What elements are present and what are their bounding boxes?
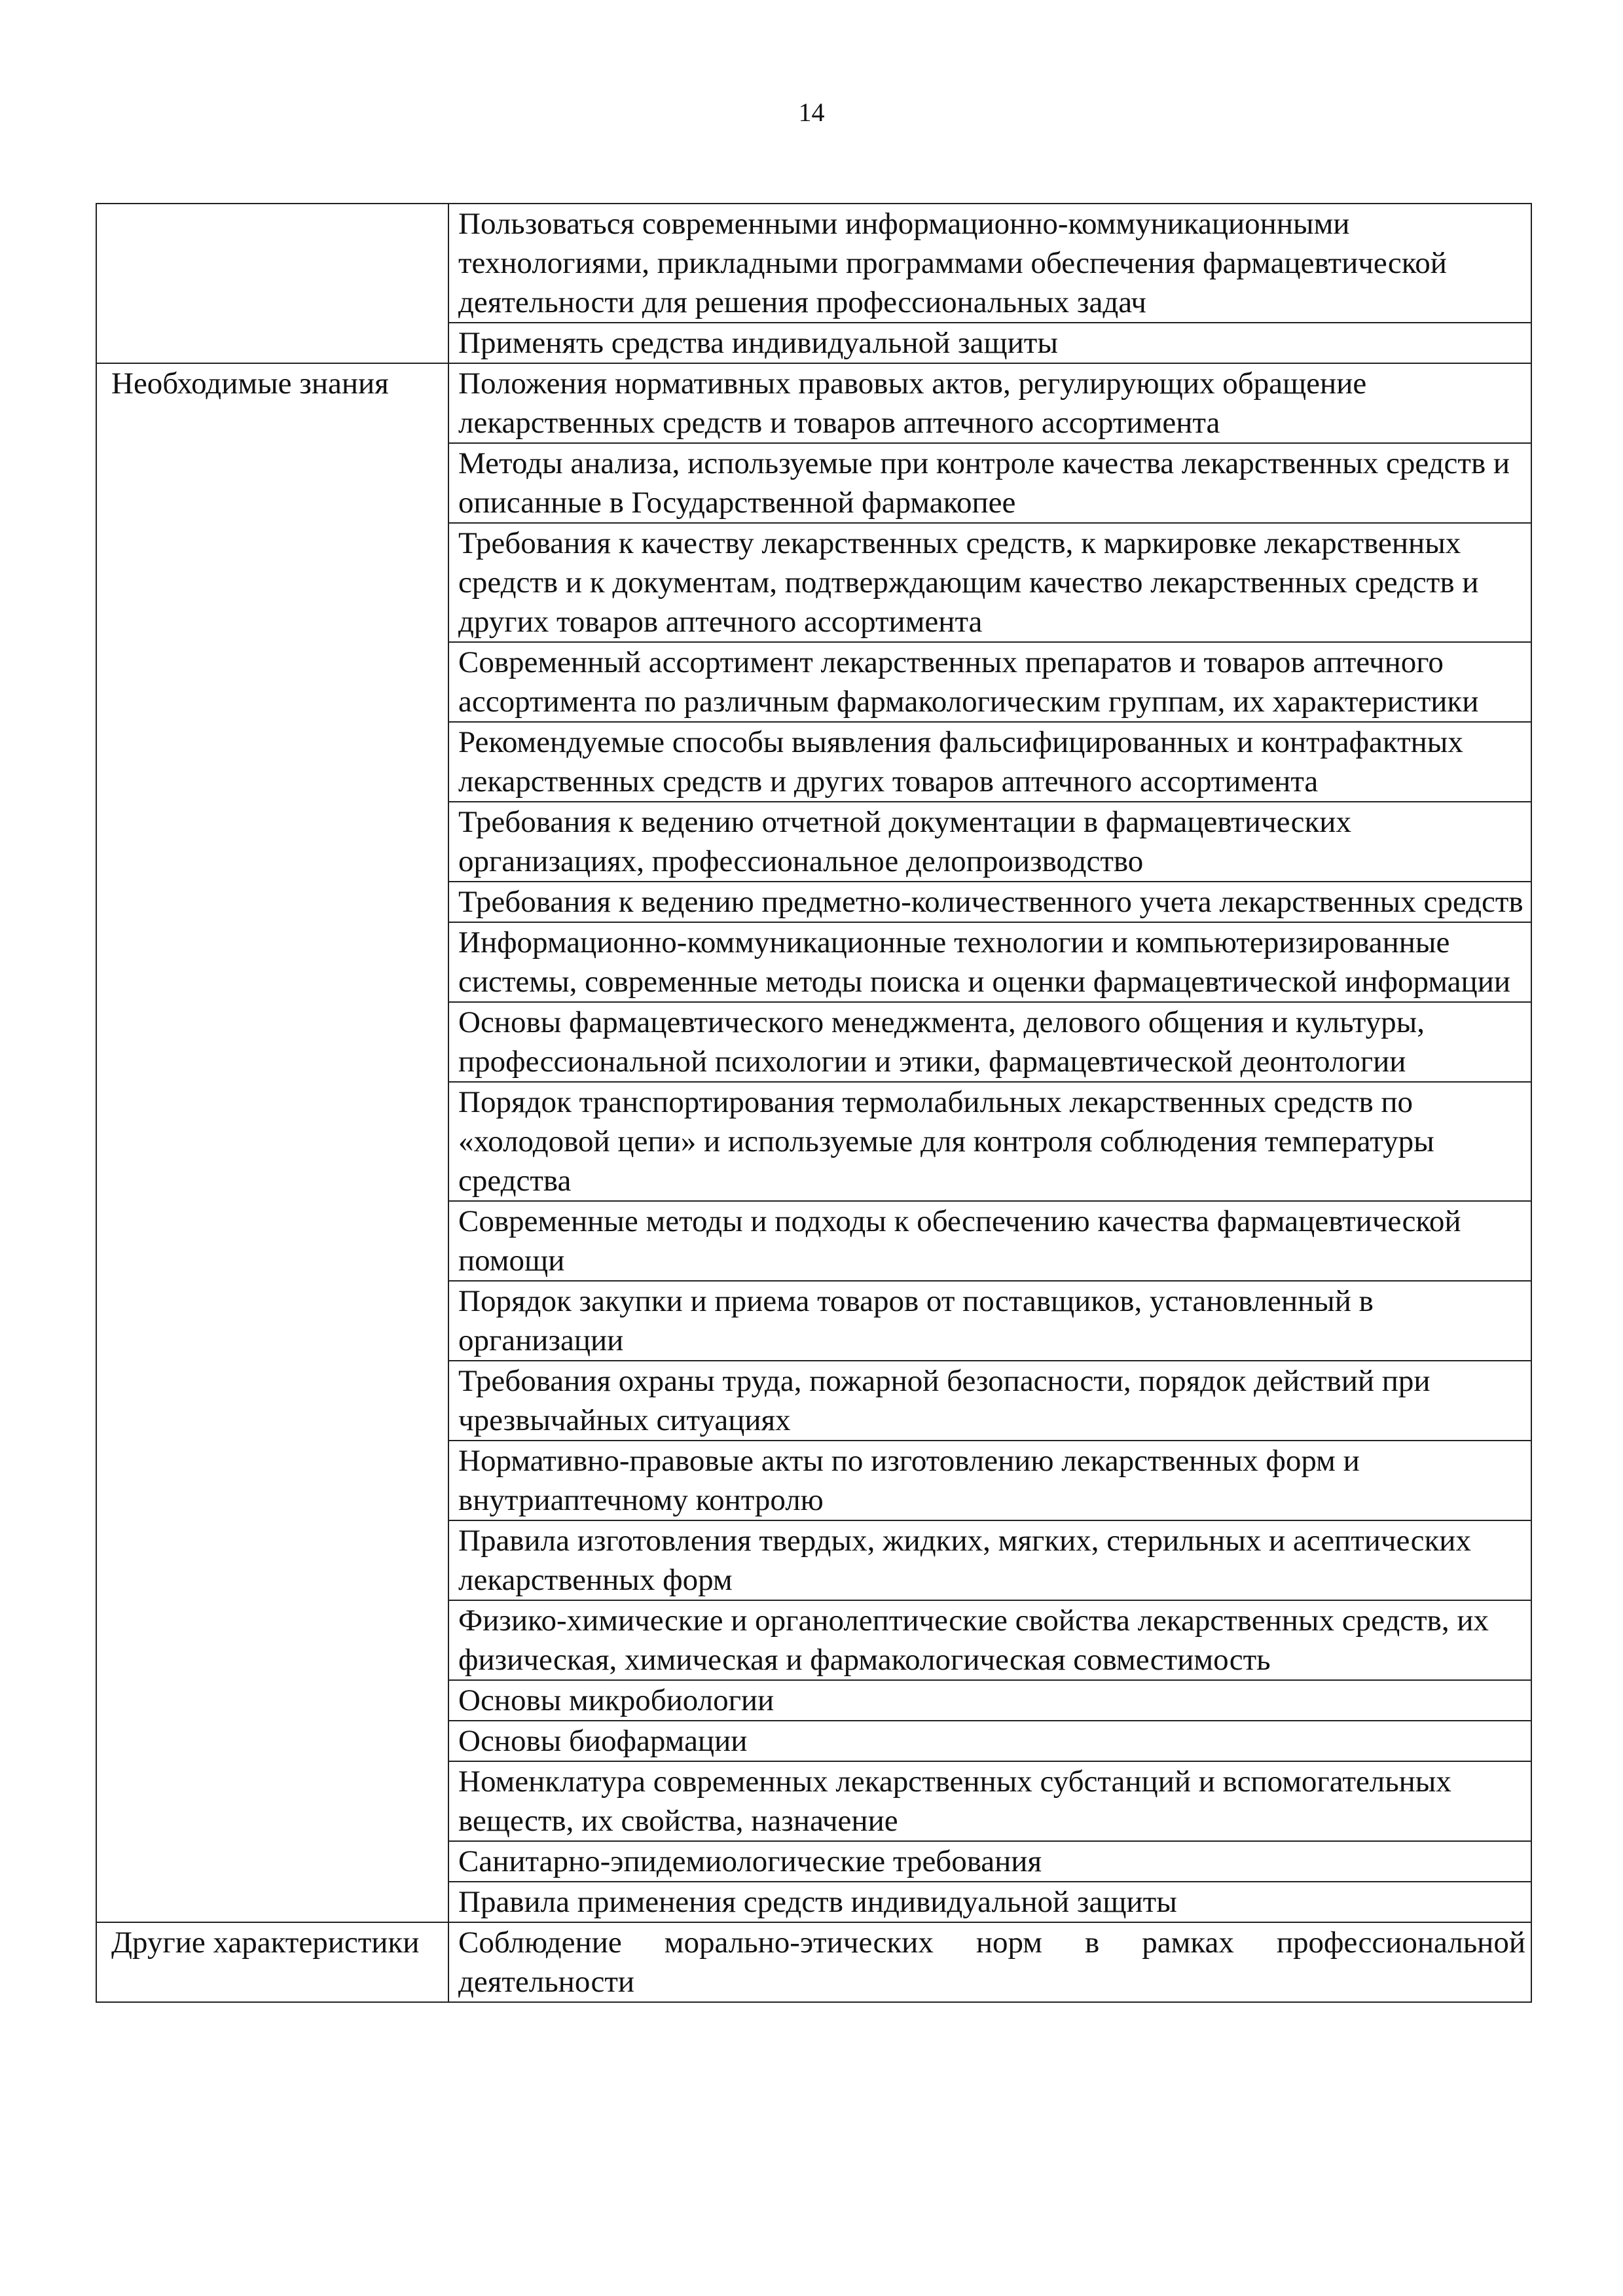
table-row [96, 363, 1531, 443]
table-cell: Современный ассортимент лекарственных препаратов и товаров аптечного ассортимента по различным фармакологическим группам, их характеристики [448, 642, 1531, 722]
table-cell: Методы анализа, используемые при контроле качества лекарственных средств и описанные в Государственной фармакопее [448, 443, 1531, 523]
page-number: 14 [798, 98, 825, 127]
table-cell: Основы микробиологии [448, 1680, 1531, 1721]
table-cell: Порядок закупки и приема товаров от поставщиков, установленный в организации [448, 1281, 1531, 1361]
table-cell: Номенклатура современных лекарственных субстанций и вспомогательных веществ, их свойства, назначение [448, 1761, 1531, 1841]
row-label-required-knowledge: Необходимые знания [96, 363, 448, 1922]
table-cell: Рекомендуемые способы выявления фальсифицированных и контрафактных лекарственных средств и других товаров аптечного ассортимента [448, 722, 1531, 802]
table-cell: Физико-химические и органолептические свойства лекарственных средств, их физическая, химическая и фармакологическая совместимость [448, 1600, 1531, 1680]
table-cell: Основы биофармации [448, 1721, 1531, 1761]
row-label-empty [96, 204, 448, 363]
table-cell: Правила применения средств индивидуальной защиты [448, 1882, 1531, 1922]
competency-table [96, 203, 1532, 2003]
table-cell: Санитарно-эпидемиологические требования [448, 1841, 1531, 1882]
table-cell: Порядок транспортирования термолабильных лекарственных средств по «холодовой цепи» и используемые для контроля соблюдения температуры средства [448, 1082, 1531, 1201]
table-cell: Требования охраны труда, пожарной безопасности, порядок действий при чрезвычайных ситуациях [448, 1361, 1531, 1441]
table-cell: Требования к качеству лекарственных средств, к маркировке лекарственных средств и к документам, подтверждающим качество лекарственных средств и других товаров аптечного ассортимента [448, 523, 1531, 642]
table-row [96, 204, 1531, 323]
table-cell: Нормативно-правовые акты по изготовлению лекарственных форм и внутриаптечному контролю [448, 1441, 1531, 1520]
table-cell: Информационно-коммуникационные технологии и компьютеризированные системы, современные методы поиска и оценки фармацевтической информации [448, 922, 1531, 1002]
table-row [96, 1922, 1531, 2002]
table-cell: Требования к ведению отчетной документации в фармацевтических организациях, профессиональное делопроизводство [448, 802, 1531, 882]
table-cell: Современные методы и подходы к обеспечению качества фармацевтической помощи [448, 1201, 1531, 1281]
table-cell: Применять средства индивидуальной защиты [448, 323, 1531, 363]
table-cell: Основы фармацевтического менеджмента, делового общения и культуры, профессиональной психологии и этики, фармацевтической деонтологии [448, 1002, 1531, 1082]
row-label-other-characteristics: Другие характеристики [96, 1922, 448, 2002]
table-cell: Соблюдение морально-этических норм в рамках профессиональной деятельности [448, 1922, 1531, 2002]
table-cell: Пользоваться современными информационно-коммуникационными технологиями, прикладными программами обеспечения фармацевтической деятельности для решения профессиональных задач [448, 204, 1531, 323]
table-cell: Правила изготовления твердых, жидких, мягких, стерильных и асептических лекарственных форм [448, 1520, 1531, 1600]
table-cell: Требования к ведению предметно-количественного учета лекарственных средств [448, 882, 1531, 922]
table-cell: Положения нормативных правовых актов, регулирующих обращение лекарственных средств и товаров аптечного ассортимента [448, 363, 1531, 443]
